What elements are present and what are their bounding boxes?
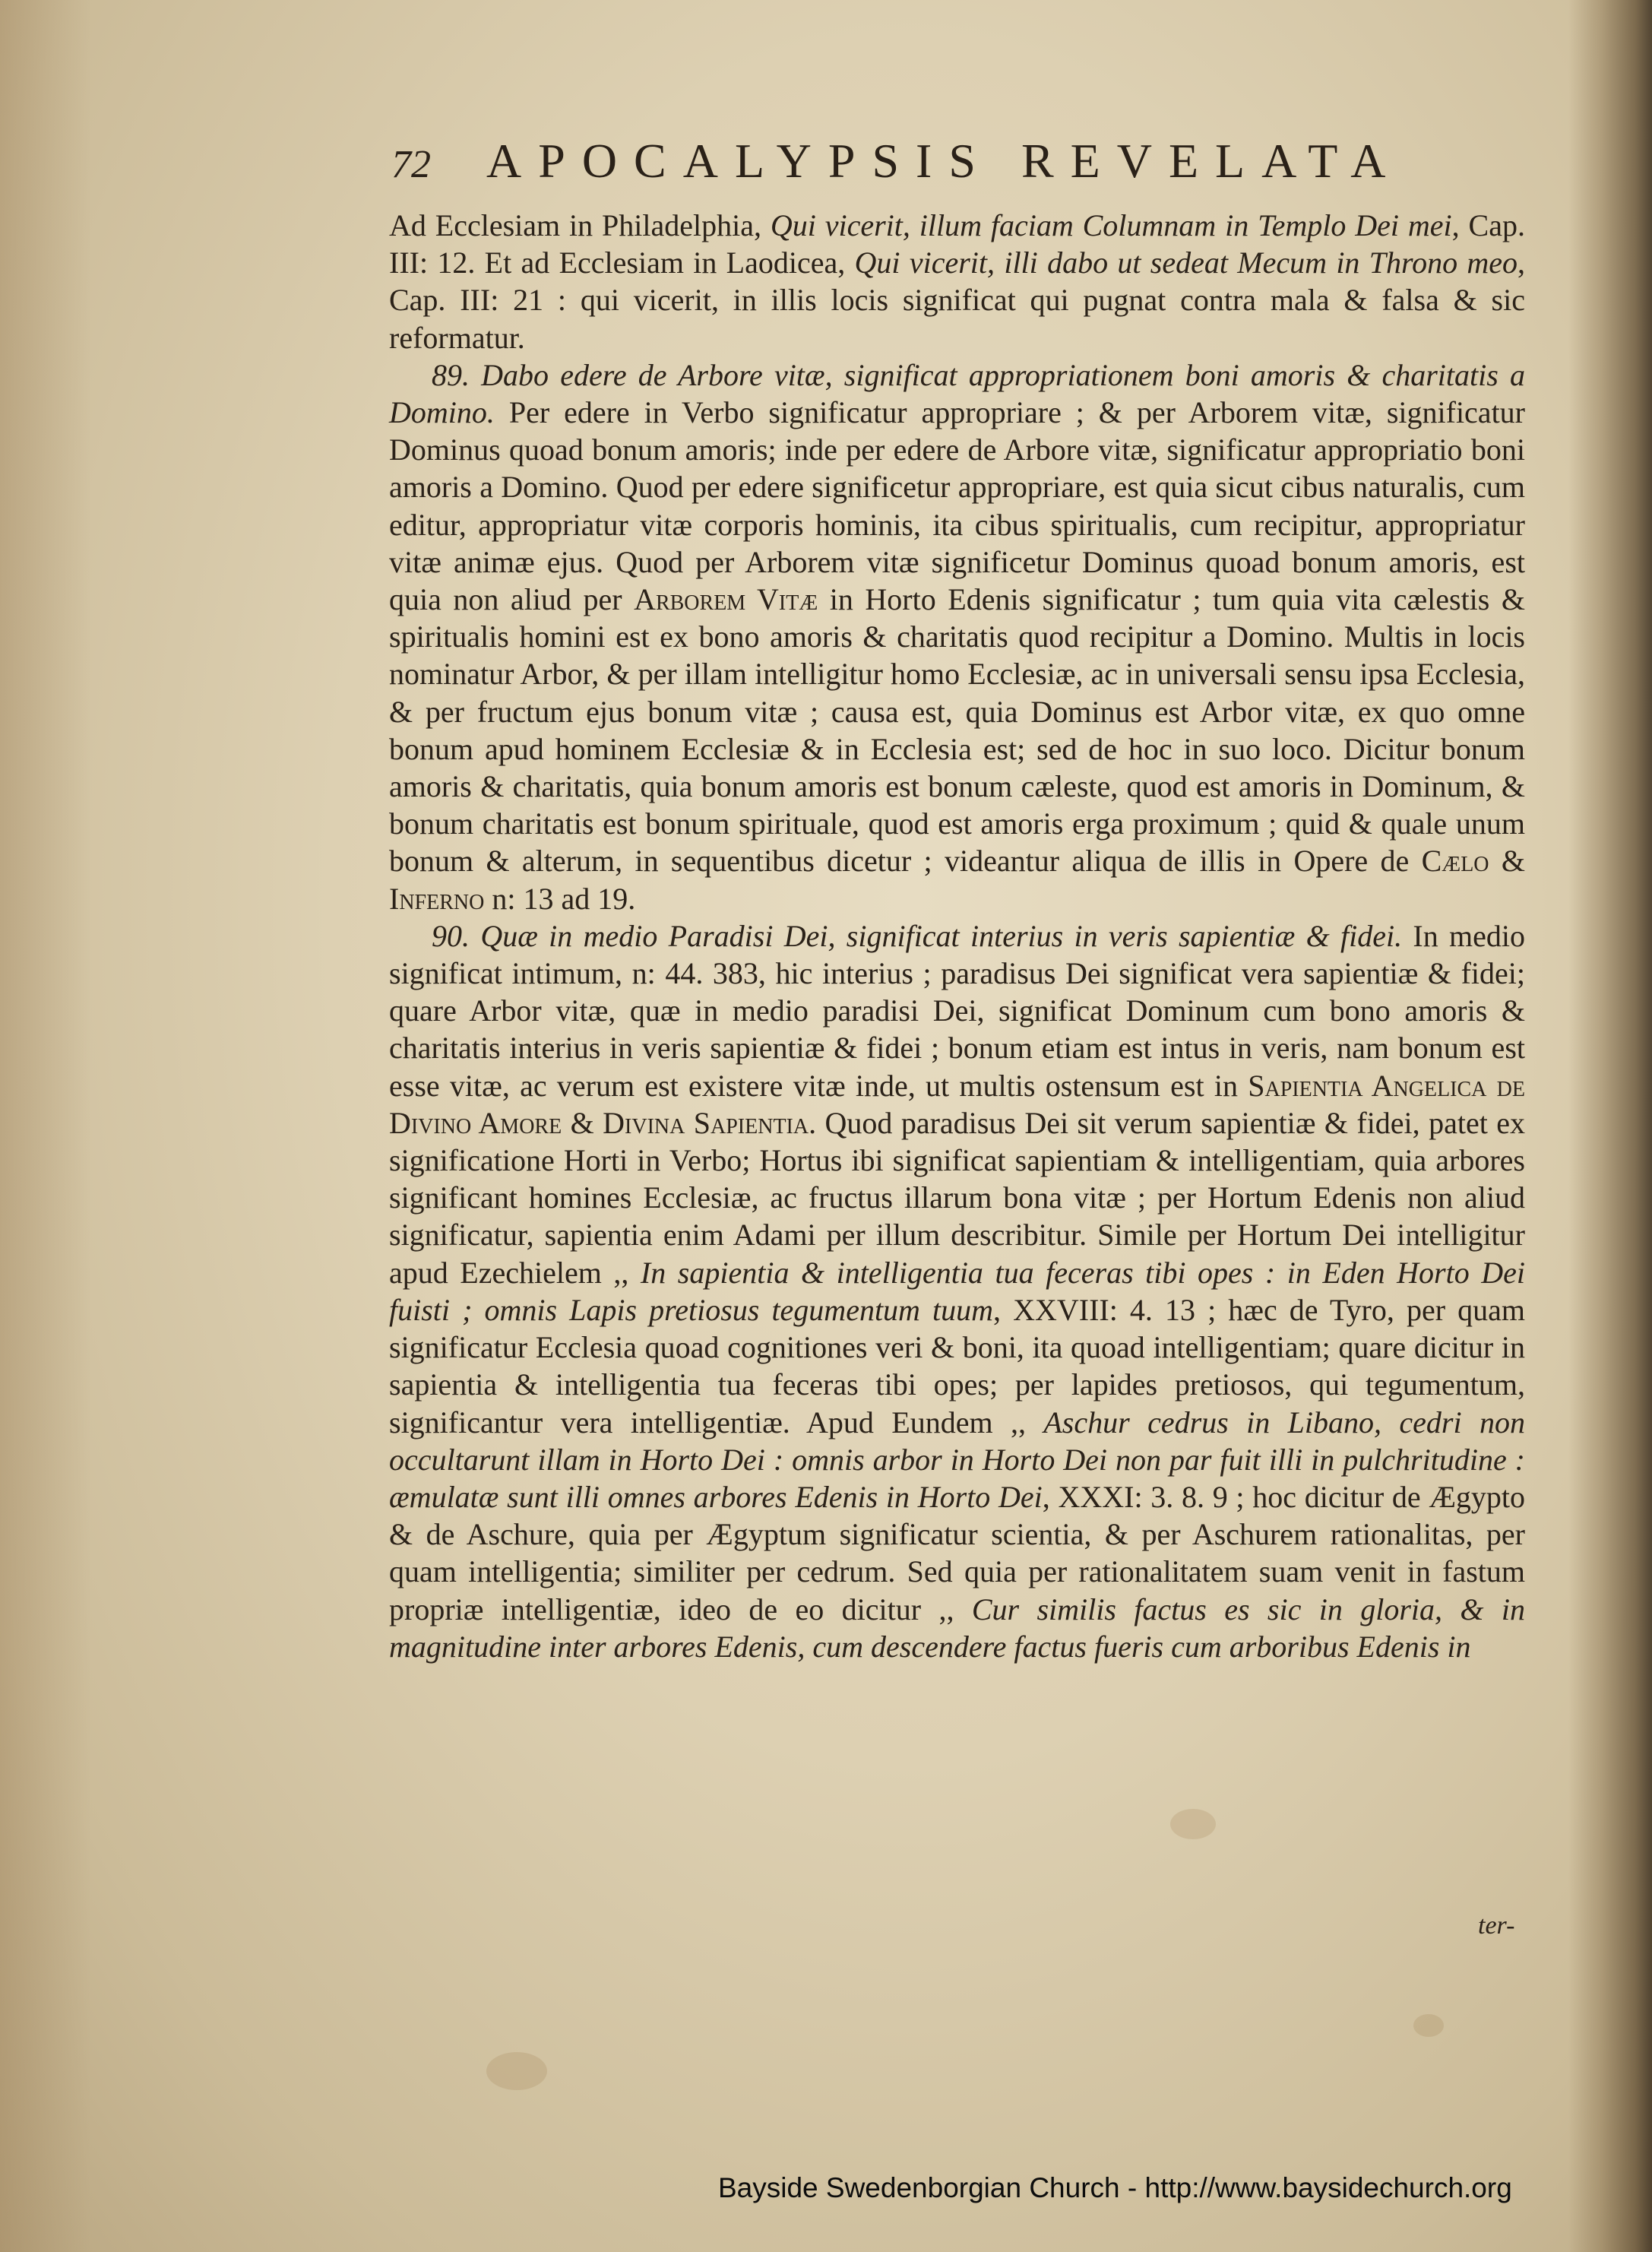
small-caps-span: Cælo <box>1421 844 1489 879</box>
text-span: , Cap. III: 21 : qui vicerit, in illis locis significat qui pugnat contra mala & falsa & sic reformatur. <box>389 245 1526 355</box>
text-span: Ad Ecclesiam in Philadelphia, <box>389 208 771 242</box>
opening-paragraph <box>389 207 1525 356</box>
quotation: Aschur cedrus in Libano, cedri non occultarunt illam in Horto Dei : omnis arbor in Horto Dei non par fuit illi in pulchritudine : æmulatæ sunt illi omnes arbores Edenis in Horto Dei <box>389 1405 1525 1514</box>
small-caps-span: Inferno <box>389 881 485 916</box>
body-text <box>389 207 1525 1665</box>
paper-stain <box>1413 2014 1444 2037</box>
page-edge-shading <box>0 0 91 2252</box>
paragraph-number: 90. <box>432 918 470 953</box>
quotation: Qui vicerit, illum faciam Columnam in Templo Dei mei <box>770 208 1452 242</box>
page-number: 72 <box>391 143 431 186</box>
catchword: ter- <box>1478 1912 1515 1940</box>
text-span: , XXVIII: 4. 13 ; hæc de Tyro, per quam significatur Ecclesia quoad cognitiones veri & boni, ita quoad intelligentiam; quare dicitur in sapientia & intelligentia tua feceras tibi opes; per lapides pretiosos, qui tegumentum, significantur vera intelligentiæ. Apud Eundem ,, <box>389 1292 1525 1440</box>
paper-stain <box>1170 1809 1216 1839</box>
text-span: , XXXI: 3. 8. 9 ; hoc dicitur de Ægypto & de Aschure, quia per Ægyptum significatur scientia, & per Aschurem rationalitas, per quam intelligentia; similiter per cedrum. Sed quia per rationalitatem suam venit in fastum propriæ intelligentiæ, ideo de eo dicitur ,, <box>389 1479 1525 1626</box>
text-span: Per edere in Verbo significatur appropriare ; & per Arborem vitæ, significatur Dominus quoad bonum amoris; inde per edere de Arbore vitæ, significatur appropriatio boni amoris a Domino. Quod per edere significetur appropriare, est quia sicut cibus naturalis, cum editur, appropriatur vitæ corporis hominis, ita cibus spiritualis, cum recipitur, appropriatur vitæ animæ ejus. Quod per Arborem vitæ significetur Dominus quoad bonum amoris, est quia non aliud per <box>389 395 1525 617</box>
paragraph-lead: Dabo edere de Arbore vitæ, significat appropriationem boni amoris & charitatis a Domino. <box>389 357 1525 430</box>
small-caps-span: Arborem Vitæ <box>634 582 818 617</box>
paragraph-number: 89. <box>432 357 470 392</box>
text-span: In medio significat intimum, n: 44. 383, hic interius ; paradisus Dei significat vera sapientiæ & fidei; quare Arbor vitæ, quæ in medio paradisi Dei, significat Dominum cum bono amoris & charitatis interius in veris sapientiæ & fidei ; bonum etiam est intus in veris, nam bonum est esse vitæ, ac verum est existere vitæ inde, ut multis ostensum est in <box>389 918 1526 1103</box>
paragraph-90 <box>389 917 1525 1665</box>
running-title: APOCALYPSIS REVELATA <box>486 134 1403 188</box>
text-span: Quod paradisus Dei sit verum sapientiæ & fidei, patet ex significatione Horti in Verbo; Hortus ibi significat sapientiam & intelligentiam, quia arbores significant homines Ecclesiæ, ac fructus illarum bona vitæ ; per Hortum Edenis non aliud significatur, sapientia enim Adami per illum describitur. Simile per Hortum Dei intelligitur apud Ezechielem ,, <box>389 1105 1525 1290</box>
page-fold-shadow <box>1568 0 1652 2252</box>
paper-stain <box>486 2052 547 2090</box>
text-span: in Horto Edenis significatur ; tum quia vita cælestis & spiritualis homini est ex bono amoris & charitatis quod recipitur a Domino. Multis in locis nominatur Arbor, & per illam intelligitur homo Ecclesiæ, ac in universali sensu ipsa Ecclesia, & per fructum ejus bonum vitæ ; causa est, quia Dominus est Arbor vitæ, ex quo omne bonum apud hominem Ecclesiæ & in Ecclesia est; sed de hoc in suo loco. Dicitur bonum amoris & charitatis, quia bonum amoris est bonum cæleste, quod est amoris in Dominum, & bonum charitatis est bonum spirituale, quod est amoris erga proximum ; quid & quale unum bonum & alterum, in sequentibus dicetur ; videantur aliqua de illis in Opere de <box>389 582 1526 879</box>
source-watermark: Bayside Swedenborgian Church - http://www.baysidechurch.org <box>718 2172 1512 2203</box>
text-span: n: 13 ad 19. <box>484 881 636 916</box>
paragraph-89 <box>389 356 1525 917</box>
text-span: , Cap. III: 12. Et ad Ecclesiam in Laodicea, <box>389 208 1525 280</box>
page-header <box>391 133 1531 201</box>
text-span: & <box>1489 844 1525 879</box>
paragraph-lead: Quæ in medio Paradisi Dei, significat interius in veris sapientiæ & fidei. <box>480 918 1403 953</box>
quotation: In sapientia & intelligentia tua feceras tibi opes : in Eden Horto Dei fuisti ; omnis Lapis pretiosus tegumentum tuum <box>389 1255 1526 1327</box>
quotation: Cur similis factus es sic in gloria, & in magnitudine inter arbores Edenis, cum descendere factus fueris cum arboribus Edenis in <box>389 1592 1526 1664</box>
quotation: Qui vicerit, illi dabo ut sedeat Mecum in Throno meo <box>854 245 1518 280</box>
small-caps-span: Sapientia Angelica de Divino Amore & Divina Sapientia. <box>389 1068 1525 1140</box>
